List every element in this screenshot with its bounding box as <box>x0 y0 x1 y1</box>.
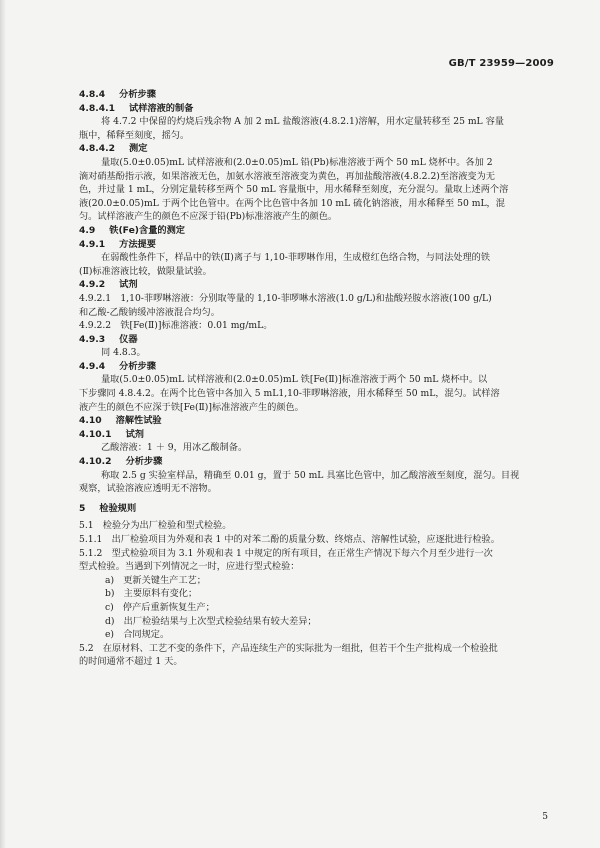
heading-5: 5 检验规则 <box>79 502 137 514</box>
paragraph-line: 液(20.0±0.05)mL 于两个比色管中。在两个比色管中各加 10 mL 硫化钠溶液，用水稀释至 50 mL，混 <box>79 197 505 209</box>
scan-edge-shadow <box>0 0 6 848</box>
paragraph-line: 量取(5.0±0.05)mL 试样溶液和(2.0±0.05)mL 铅(Pb)标准溶液于两个 50 mL 烧杯中。各加 2 <box>101 156 493 168</box>
paragraph-line: 同 4.8.3。 <box>101 347 146 359</box>
paragraph-line: 乙酸溶液：1 ＋ 9，用冰乙酸制备。 <box>101 442 248 454</box>
heading-4-9-3: 4.9.3 仪器 <box>79 333 138 345</box>
paragraph-line: 5.1 检验分为出厂检验和型式检验。 <box>79 520 232 532</box>
heading-4-10-1: 4.10.1 试剂 <box>79 428 144 440</box>
paragraph-line: 量取(5.0±0.05)mL 试样溶液和(2.0±0.05)mL 铁[Fe(Ⅱ)]标准溶液于两个 50 mL 烧杯中。以 <box>101 374 488 386</box>
standard-code: GB/T 23959—2009 <box>448 58 554 69</box>
paragraph-line: 4.9.2.2 铁[Fe(Ⅱ)]标准溶液：0.01 mg/mL。 <box>79 320 273 332</box>
heading-4-10-2: 4.10.2 分析步骤 <box>79 456 163 468</box>
paragraph-line: 液产生的颜色不应深于铁[Fe(Ⅱ)]标准溶液产生的颜色。 <box>79 401 304 413</box>
list-item: c) 停产后重新恢复生产； <box>105 601 215 613</box>
list-item: a) 更新关键生产工艺； <box>105 574 206 586</box>
heading-4-8-4-2: 4.8.4.2 测定 <box>79 143 148 155</box>
heading-4-10: 4.10 溶解性试验 <box>79 415 162 427</box>
list-item: e) 合同规定。 <box>105 629 170 641</box>
paragraph-line: 瓶中，稀释至刻度，摇匀。 <box>79 129 190 141</box>
paragraph-line: 称取 2.5 g 实验室样品，精确至 0.01 g，置于 50 mL 具塞比色管中，加乙酸溶液至刻度，混匀。目视 <box>101 469 520 481</box>
paragraph-line: 5.2 在原材料、工艺不变的条件下，产品连续生产的实际批为一组批，但若干个生产批构成一个检验批 <box>79 642 498 654</box>
paragraph-line: 在弱酸性条件下，样品中的铁(Ⅱ)离子与 1,10-菲啰啉作用，生成橙红色络合物，与同法处理的铁 <box>101 252 491 264</box>
paragraph-line: 下步骤同 4.8.4.2。在两个比色管中各加入 5 mL1,10-菲啰啉溶液，用水稀释至 50 mL，混匀。试样溶 <box>79 388 500 400</box>
document-body <box>79 88 557 669</box>
paragraph-line: 5.1.2 型式检验项目为 3.1 外观和表 1 中规定的所有项目，在正常生产情况下每六个月至少进行一次 <box>79 547 493 559</box>
paragraph-line: 4.9.2.1 1,10-菲啰啉溶液：分别取等量的 1,10-菲啰啉水溶液(1.0 g/L)和盐酸羟胺水溶液(100 g/L) <box>79 292 492 304</box>
heading-4-9: 4.9 铁(Fe)含量的测定 <box>79 224 185 236</box>
paragraph-line: 和乙酸-乙酸钠缓冲溶液混合均匀。 <box>79 306 220 318</box>
paragraph-line: 色，并过量 1 mL，分别定量转移至两个 50 mL 容量瓶中，用水稀释至刻度，充分混匀。量取上述两个溶 <box>79 184 509 196</box>
heading-4-9-1: 4.9.1 方法提要 <box>79 238 156 250</box>
paragraph-line: 匀。试样溶液产生的颜色不应深于铅(Pb)标准溶液产生的颜色。 <box>79 211 338 223</box>
paragraph-line: 型式检验。当遇到下列情况之一时，应进行型式检验： <box>79 561 300 573</box>
paragraph-line: 滴对硝基酚指示液，如果溶液无色，加氨水溶液至溶液变为黄色，再加盐酸溶液(4.8.2.2)至溶液变为无 <box>79 170 495 182</box>
paragraph-line: 5.1.1 出厂检验项目为外观和表 1 中的对苯二酚的质量分数、终熔点、溶解性试验，应逐批进行检验。 <box>79 534 500 545</box>
paragraph-line: 观察，试验溶液应透明无不溶物。 <box>79 483 217 495</box>
list-item: b) 主要原料有变化； <box>105 588 198 600</box>
list-item: d) 出厂检验结果与上次型式检验结果有较大差异； <box>105 615 317 627</box>
heading-4-9-4: 4.9.4 分析步骤 <box>79 360 156 372</box>
paragraph-line: 的时间通常不超过 1 天。 <box>79 656 183 668</box>
paragraph-line: 将 4.7.2 中保留的灼烧后残余物 A 加 2 mL 盐酸溶液(4.8.2.1)溶解，用水定量转移至 25 mL 容量 <box>101 116 504 128</box>
paragraph-line: (Ⅱ)标准溶液比较，做限量试验。 <box>79 265 212 277</box>
heading-4-9-2: 4.9.2 试剂 <box>79 279 138 291</box>
heading-4-8-4-1: 4.8.4.1 试样溶液的制备 <box>79 102 194 114</box>
page-number: 5 <box>542 812 548 822</box>
heading-4-8-4: 4.8.4 分析步骤 <box>79 89 156 100</box>
